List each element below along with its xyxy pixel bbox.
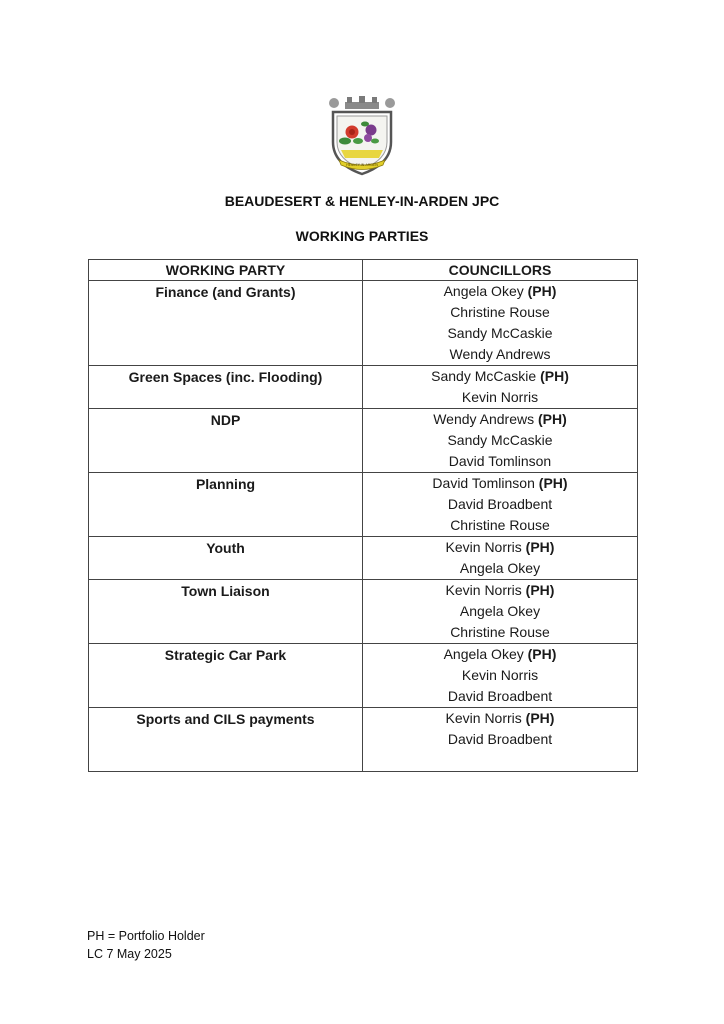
working-party-cell: [89, 281, 363, 366]
councillor-entry: [363, 366, 637, 387]
councillor-name: Kevin Norris: [461, 667, 539, 683]
portfolio-holder-marker: (PH): [525, 710, 555, 726]
column-header-councillors: COUNCILLORS: [363, 260, 638, 281]
councillor-entry: [363, 686, 637, 707]
working-party-name: NDP: [210, 412, 241, 428]
councillor-entry: [363, 302, 637, 323]
working-party-name: Green Spaces (inc. Flooding): [128, 369, 323, 385]
working-party-cell: [89, 644, 363, 708]
working-party-cell: [89, 580, 363, 644]
portfolio-holder-marker: (PH): [525, 582, 555, 598]
working-party-name: Planning: [195, 476, 256, 492]
working-party-name: Youth: [206, 540, 245, 556]
portfolio-holder-marker: (PH): [538, 475, 568, 491]
councillor-name: Angela Okey: [459, 603, 541, 619]
councillor-entry: [363, 473, 637, 494]
councillor-entry: [363, 409, 637, 430]
footer-date-line: LC 7 May 2025: [87, 947, 172, 961]
councillors-cell: [363, 644, 638, 708]
working-party-cell: [89, 708, 363, 772]
councillor-name: David Tomlinson: [448, 453, 552, 469]
councillor-name: Angela Okey: [459, 560, 541, 576]
page-subtitle: WORKING PARTIES: [295, 228, 429, 244]
councillor-entry: [363, 644, 637, 665]
councillor-name: Kevin Norris: [445, 710, 526, 726]
working-party-cell: [89, 366, 363, 409]
councillor-name: Angela Okey: [443, 283, 528, 299]
councillor-entry: [363, 601, 637, 622]
table-row: [89, 281, 638, 366]
table-row: [89, 580, 638, 644]
councillor-name: David Tomlinson: [432, 475, 539, 491]
working-party-cell: [89, 537, 363, 580]
councillor-name: Sandy McCaskie: [431, 368, 541, 384]
crest-motto: HENLEY-IN-ARDEN: [346, 163, 378, 167]
councillor-entry: [363, 558, 637, 579]
portfolio-holder-marker: (PH): [527, 283, 557, 299]
working-party-name: Town Liaison: [181, 583, 270, 599]
table-row: [89, 708, 638, 772]
councillor-entry: [363, 344, 637, 365]
councillor-name: Kevin Norris: [445, 539, 526, 555]
working-party-cell: [89, 409, 363, 473]
portfolio-holder-marker: (PH): [540, 368, 569, 384]
councillors-cell: [363, 580, 638, 644]
table-row: [89, 537, 638, 580]
council-crest-logo: [325, 94, 399, 178]
table-row: [89, 409, 638, 473]
councillor-name: Wendy Andrews: [449, 346, 551, 362]
councillor-entry: [363, 729, 637, 750]
councillor-entry: [363, 580, 637, 601]
table-row: [89, 644, 638, 708]
working-party-name: Strategic Car Park: [164, 647, 287, 663]
councillor-entry: [363, 387, 637, 408]
working-party-name: Finance (and Grants): [155, 284, 296, 300]
councillor-name: David Broadbent: [447, 731, 553, 747]
councillor-name: Angela Okey: [443, 646, 528, 662]
organisation-title: BEAUDESERT & HENLEY-IN-ARDEN JPC: [224, 193, 500, 209]
column-header-working-party: WORKING PARTY: [89, 260, 363, 281]
councillor-name: Sandy McCaskie: [447, 325, 553, 341]
portfolio-holder-marker: (PH): [527, 646, 557, 662]
table-row: [89, 366, 638, 409]
portfolio-holder-marker: (PH): [538, 411, 567, 427]
working-party-name: Sports and CILS payments: [136, 711, 315, 727]
footer-legend: PH = Portfolio Holder: [87, 929, 205, 943]
councillor-entry: [363, 665, 637, 686]
table-header-row: [89, 260, 638, 281]
councillor-entry: [363, 281, 637, 302]
councillors-cell: [363, 281, 638, 366]
councillor-name: David Broadbent: [447, 496, 553, 512]
councillor-name: Christine Rouse: [450, 304, 550, 320]
councillor-name: Christine Rouse: [450, 517, 550, 533]
councillor-entry: [363, 708, 637, 729]
councillor-name: Wendy Andrews: [433, 411, 538, 427]
working-party-cell: [89, 473, 363, 537]
councillors-cell: [363, 708, 638, 772]
councillor-entry: [363, 622, 637, 643]
councillors-cell: [363, 473, 638, 537]
councillor-entry: [363, 323, 637, 344]
councillor-name: Christine Rouse: [450, 624, 550, 640]
councillor-name: Sandy McCaskie: [447, 432, 553, 448]
councillor-entry: [363, 494, 637, 515]
councillors-cell: [363, 409, 638, 473]
councillor-entry: [363, 515, 637, 536]
councillor-name: Kevin Norris: [461, 389, 539, 405]
table-row: [89, 473, 638, 537]
councillor-name: Kevin Norris: [445, 582, 526, 598]
working-parties-table: [88, 259, 638, 772]
councillor-entry: [363, 537, 637, 558]
councillor-entry: [363, 750, 637, 771]
councillor-entry: [363, 430, 637, 451]
councillor-entry: [363, 451, 637, 472]
councillors-cell: [363, 366, 638, 409]
portfolio-holder-marker: (PH): [525, 539, 555, 555]
councillors-cell: [363, 537, 638, 580]
councillor-name: David Broadbent: [447, 688, 553, 704]
